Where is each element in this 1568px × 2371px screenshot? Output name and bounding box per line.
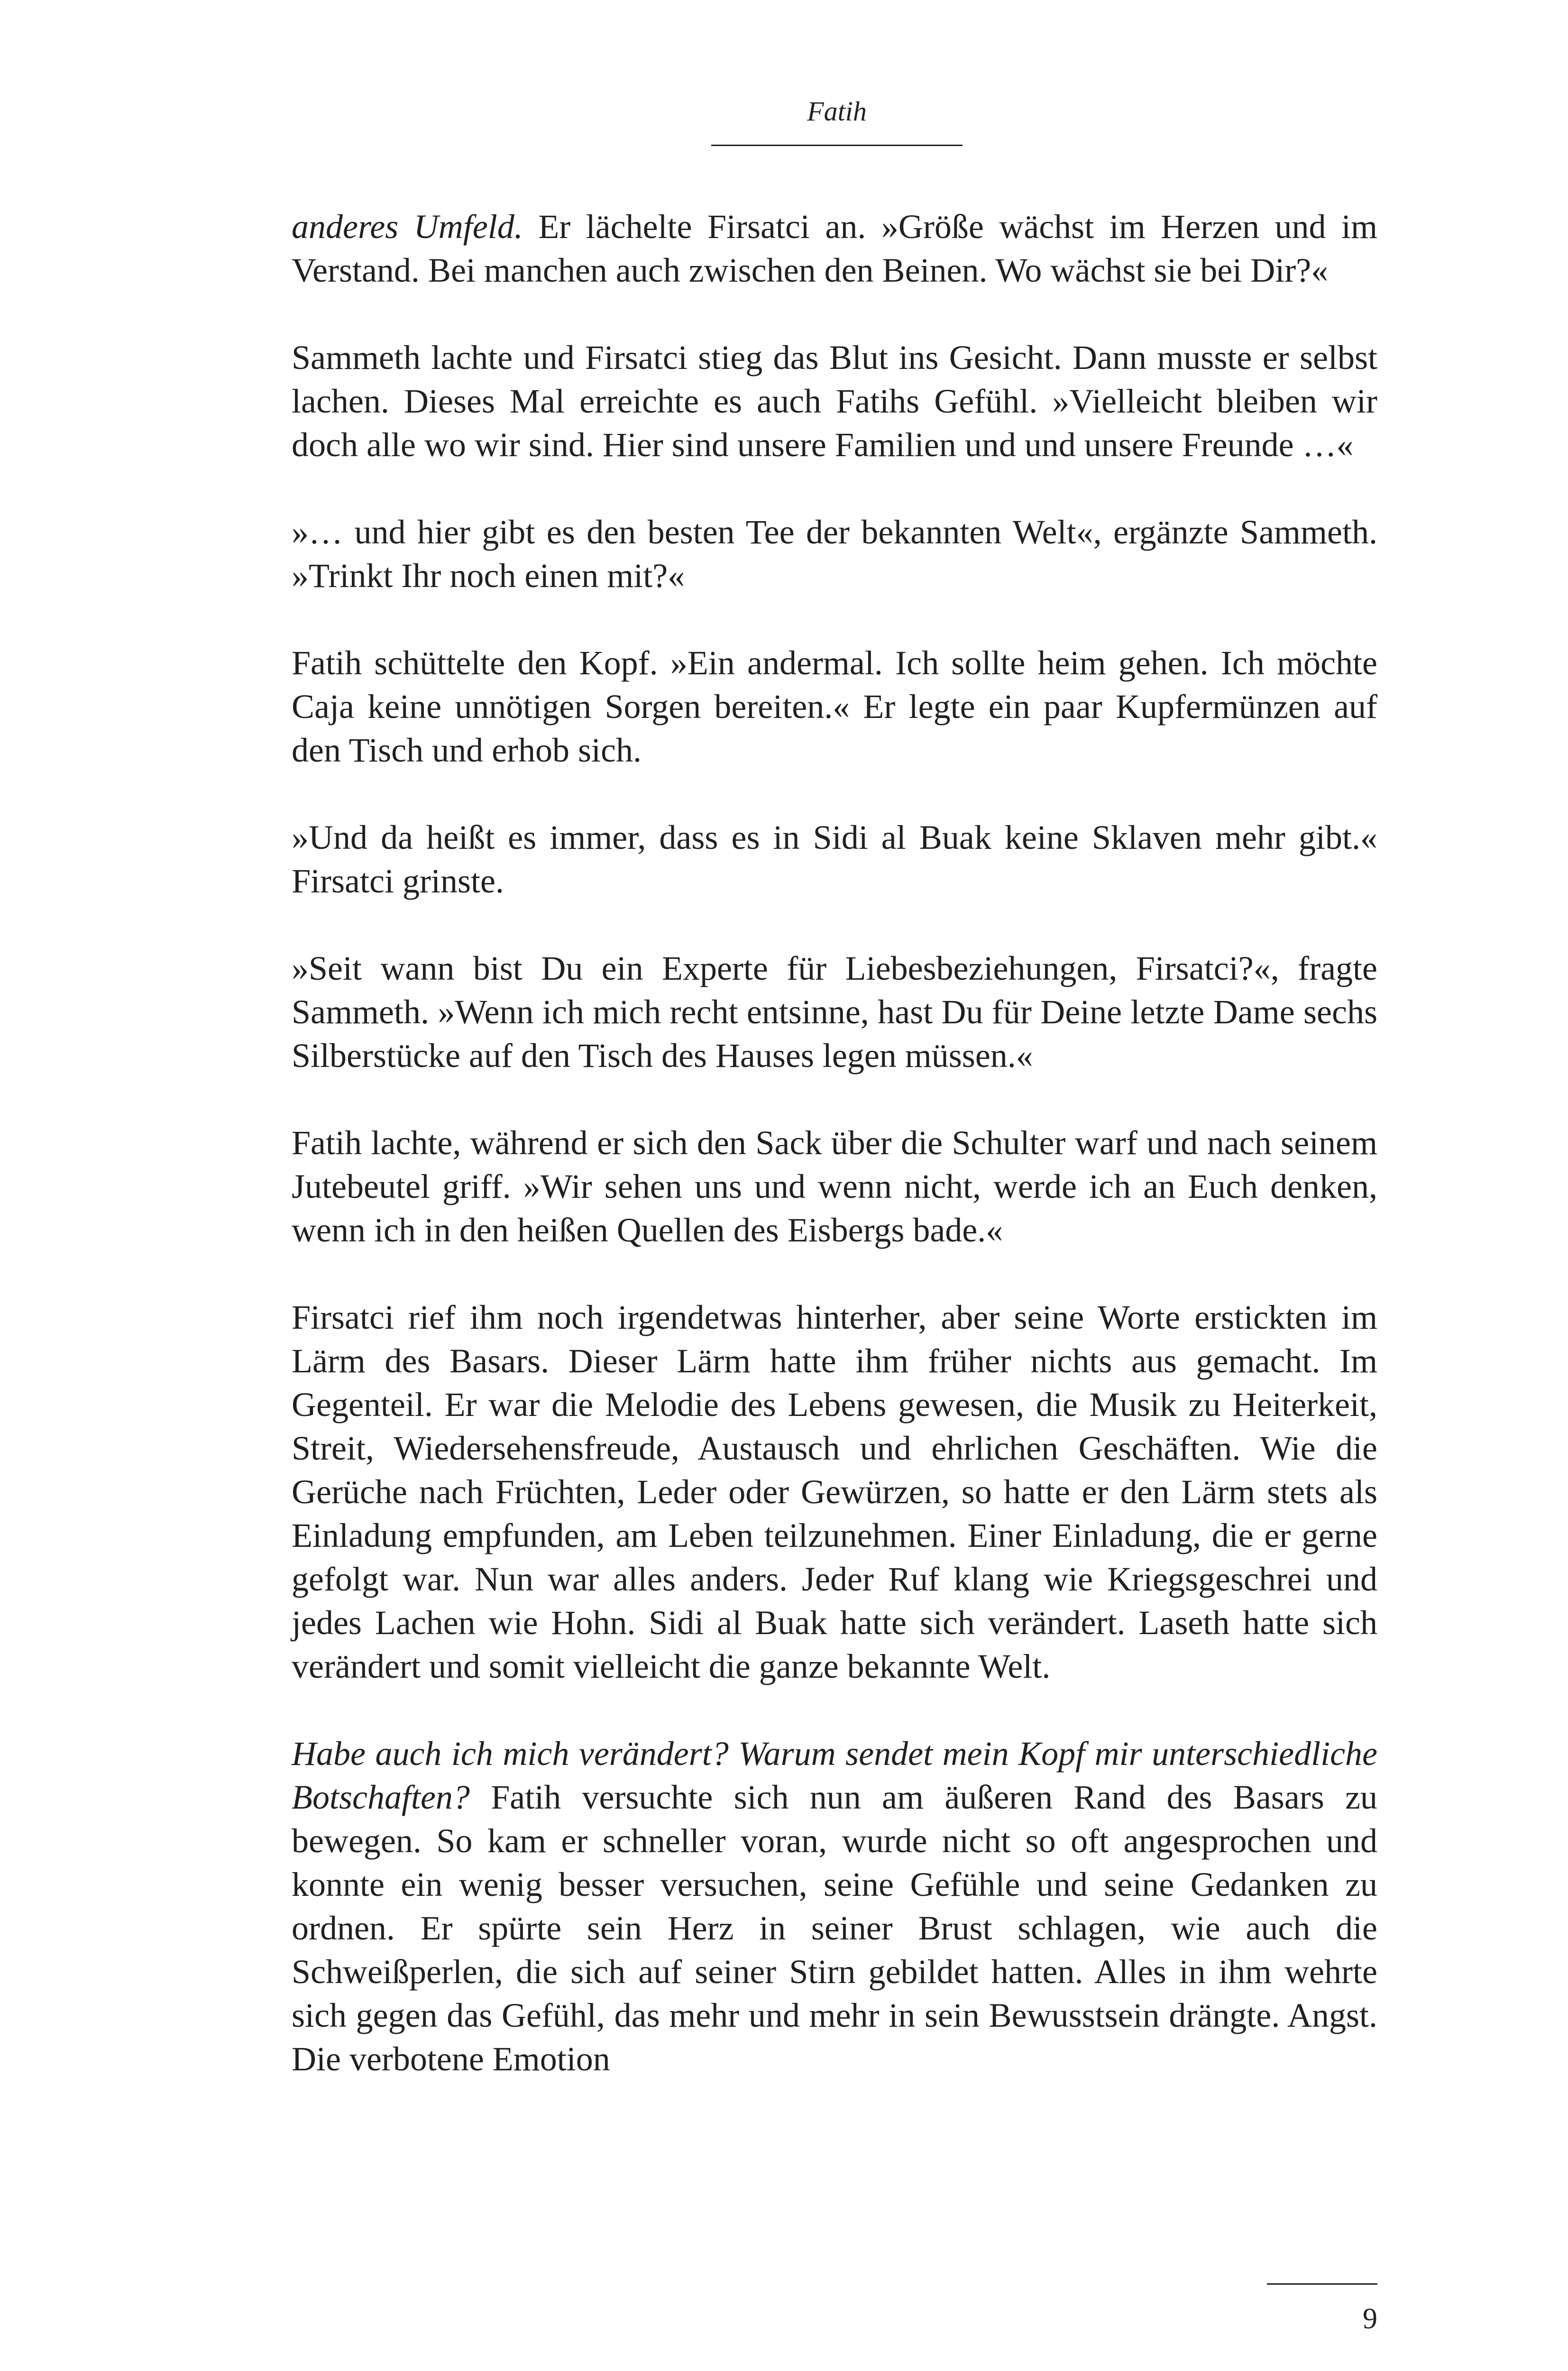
- page-number: 9: [1363, 2303, 1377, 2335]
- paragraph-9: [292, 1732, 1377, 2081]
- paragraph-8: Firsatci rief ihm noch irgendetwas hinterher, aber seine Worte erstickten im Lärm des Basars. Dieser Lärm hatte ihm früher nichts aus gemacht. Im Gegenteil. Er war die Melodie des Lebens gewesen, die Musik zu Heiterkeit, Streit, Wiedersehensfreude, Austausch und ehrlichen Geschäften. Wie die Gerüche nach Früchten, Leder oder Gewürzen, so hatte er den Lärm stets als Einladung empfunden, am Leben teilzunehmen. Einer Einladung, die er gerne gefolgt war. Nun war alles anders. Jeder Ruf klang wie Kriegsgeschrei und jedes Lachen wie Hohn. Sidi al Buak hatte sich verändert. Laseth hatte sich verändert und somit vielleicht die ganze bekannte Welt.: [292, 1298, 1377, 1685]
- paragraph-1-text: Er lächelte Firsatci an. »Größe wächst im Herzen und im Verstand. Bei manchen auch zwischen den Beinen. Wo wächst sie bei Dir?«: [292, 208, 1377, 289]
- paragraph-7: Fatih lachte, während er sich den Sack über die Schulter warf und nach seinem Jutebeutel griff. »Wir sehen uns und wenn nicht, werde ich an Euch denken, wenn ich in den heißen Quellen des Eisbergs bade.«: [292, 1124, 1377, 1249]
- paragraph-4: Fatih schüttelte den Kopf. »Ein andermal. Ich sollte heim gehen. Ich möchte Caja keine unnötigen Sorgen bereiten.« Er legte ein paar Kupfermünzen auf den Tisch und erhob sich.: [292, 644, 1377, 769]
- paragraph-9-text: Fatih versuchte sich nun am äußeren Rand des Basars zu bewegen. So kam er schneller voran, wurde nicht so oft angesprochen und konnte ein wenig besser versuchen, seine Gefühle und seine Gedanken zu ordnen. Er spürte sein Herz in seiner Brust schlagen, wie auch die Schweißperlen, die sich auf seiner Stirn gebildet hatten. Alles in ihm wehrte sich gegen das Gefühl, das mehr und mehr in sein Bewusstsein drängte. Angst. Die verbotene Emotion: [292, 1778, 1377, 2078]
- body-text: [292, 205, 1377, 2081]
- paragraph-3: »… und hier gibt es den besten Tee der bekannten Welt«, ergänzte Sammeth. »Trinkt Ihr noch einen mit?«: [292, 513, 1377, 595]
- header-rule: [711, 145, 963, 146]
- paragraph-1-italic: anderes Umfeld.: [292, 208, 523, 246]
- paragraph-6: »Seit wann bist Du ein Experte für Liebesbeziehungen, Firsatci?«, fragte Sammeth. »Wenn ich mich recht entsinne, hast Du für Deine letzte Dame sechs Silberstücke auf den Tisch des Hauses legen müssen.«: [292, 949, 1377, 1075]
- paragraph-5: »Und da heißt es immer, dass es in Sidi al Buak keine Sklaven mehr gibt.« Firsatci grinste.: [292, 818, 1377, 900]
- paragraph-9-italic: Habe auch ich mich verändert? Warum sendet mein Kopf mir unterschiedliche Botschaften?: [292, 1735, 1377, 1816]
- footer-rule: [1267, 2283, 1377, 2285]
- paragraph-1: [292, 205, 1377, 292]
- paragraph-2: Sammeth lachte und Firsatci stieg das Blut ins Gesicht. Dann musste er selbst lachen. Dieses Mal erreichte es auch Fatihs Gefühl. »Vielleicht bleiben wir doch alle wo wir sind. Hier sind unsere Familien und und unsere Freunde …«: [292, 339, 1377, 464]
- running-head-title: Fatih: [807, 96, 867, 127]
